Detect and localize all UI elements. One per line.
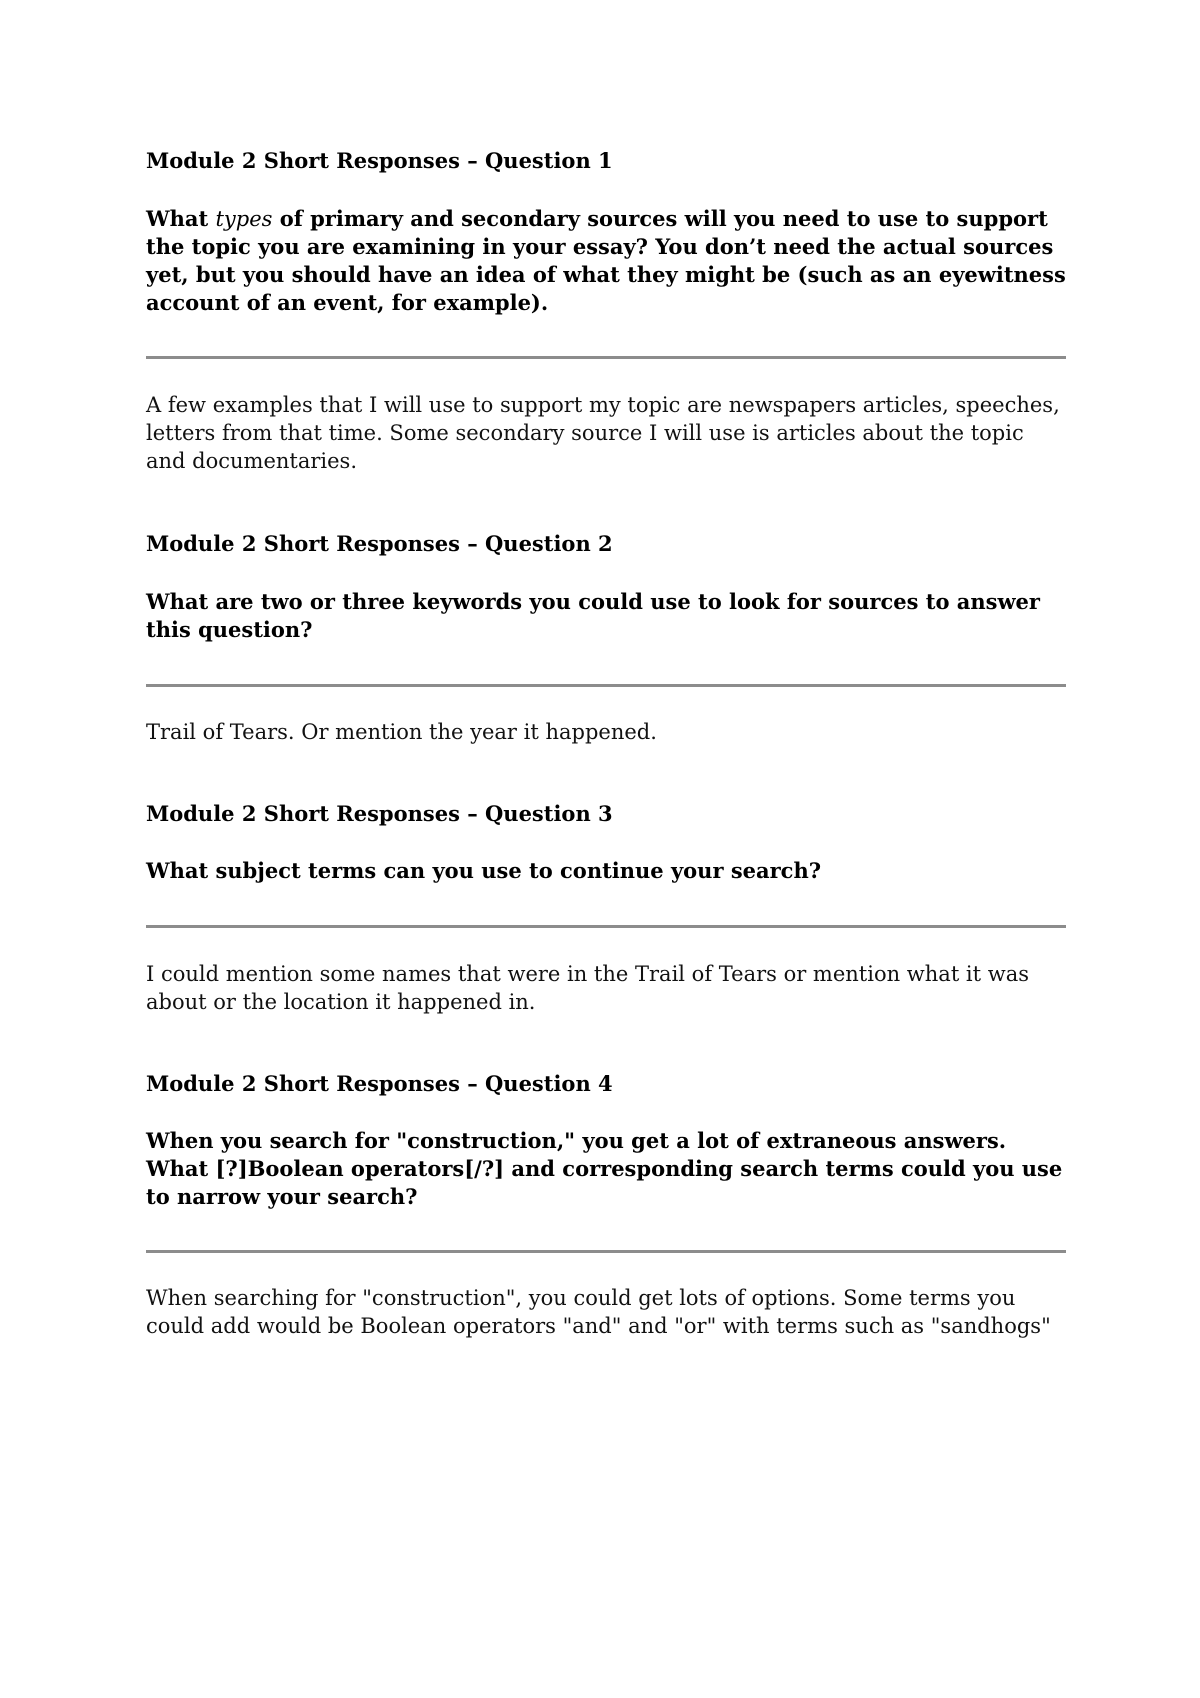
section-heading-q4: Module 2 Short Responses – Question 4 bbox=[146, 1071, 613, 1096]
section-heading-q2: Module 2 Short Responses – Question 2 bbox=[146, 531, 613, 556]
section-heading-q1: Module 2 Short Responses – Question 1 bbox=[146, 148, 613, 173]
question-text-start-q1: What bbox=[146, 206, 216, 231]
answer-text-q4: When searching for "construction", you could get lots of options. Some terms you could add would be Boolean operators "and" and "or" with terms such as "sandhogs" bbox=[146, 1286, 1051, 1338]
horizontal-rule bbox=[146, 1250, 1066, 1253]
question-prompt-q4: When you search for "construction," you get a lot of extraneous answers. What [?]Boolean operators[/?] and corresponding search terms could you use to narrow your search? bbox=[146, 1128, 1063, 1209]
answer-text-q1: A few examples that I will use to support my topic are newspapers articles, speeches, letters from that time. Some secondary source I will use is articles about the topic and documentaries. bbox=[146, 393, 1060, 473]
horizontal-rule bbox=[146, 356, 1066, 359]
question-prompt-q3: What subject terms can you use to continue your search? bbox=[146, 858, 822, 883]
question-prompt-q1 bbox=[146, 205, 1066, 317]
horizontal-rule bbox=[146, 684, 1066, 687]
answer-text-q3: I could mention some names that were in the Trail of Tears or mention what it was about or the location it happened in. bbox=[146, 962, 1030, 1014]
question-text-end-q1: of primary and secondary sources will you need to use to support the topic you are examining in your essay? You don’t need the actual sources yet, but you should have an idea of what they might be (such as an eyewitness account of an event, for example). bbox=[146, 206, 1066, 315]
section-heading-q3: Module 2 Short Responses – Question 3 bbox=[146, 801, 613, 826]
horizontal-rule bbox=[146, 925, 1066, 928]
document-page bbox=[146, 0, 1066, 1698]
question-emphasis-q1: types bbox=[215, 207, 273, 231]
answer-text-q2: Trail of Tears. Or mention the year it happened. bbox=[146, 720, 657, 744]
question-prompt-q2: What are two or three keywords you could use to look for sources to answer this question? bbox=[146, 589, 1040, 642]
